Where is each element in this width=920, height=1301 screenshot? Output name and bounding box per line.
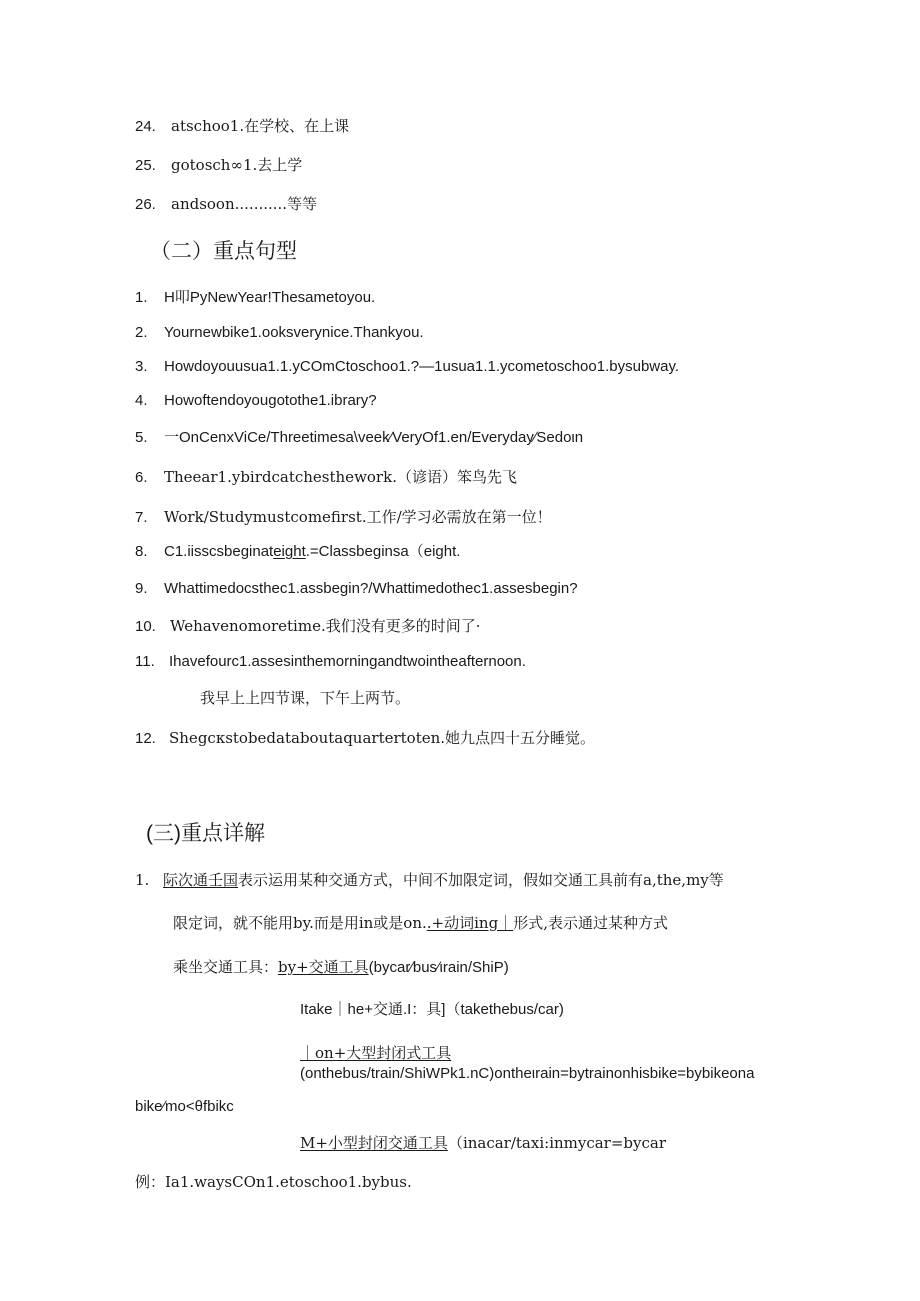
line-text-underlined: ｜on+大型封闭式工具 — [300, 1044, 452, 1062]
sentence-item-9 — [135, 579, 578, 599]
line-text-underlined: .+动词ing｜ — [426, 914, 514, 932]
sentence-item-8 — [135, 542, 460, 562]
line-text-a: 乘坐交通工具： — [173, 958, 279, 976]
explanation-line-take: Itake｜he+交通.I：具]（takethebus/car) — [300, 1001, 564, 1018]
item-text: atschoo1.在学校、在上课 — [171, 117, 350, 135]
item-number: 11. — [135, 653, 155, 670]
item-text: Wehavenomoretime.我们没有更多的时间了· — [170, 617, 481, 635]
item-text: Theear1.ybirdcatchesthework.（谚语）笨鸟先飞 — [164, 468, 517, 486]
vocab-item-24 — [135, 116, 349, 137]
item-number: 6. — [135, 469, 148, 486]
item-text: andsoon...........等等 — [171, 195, 318, 213]
item-number: 1. — [135, 289, 148, 306]
sentence-item-12 — [135, 728, 595, 749]
item-number: 10. — [135, 618, 156, 635]
item-number: 12. — [135, 730, 156, 747]
item-text: Howoftendoyougotothe1.ibrary? — [164, 392, 377, 409]
item-text-underlined: eight — [273, 543, 306, 560]
section-heading-key-explanations: (三)重点详解 — [146, 822, 265, 845]
item-number: 2. — [135, 324, 148, 341]
explanation-line-bike: bike∕mo<θfbikc — [135, 1098, 234, 1115]
explanation-line-3 — [173, 957, 509, 978]
vocab-item-25 — [135, 155, 302, 176]
example-sentence: 例：Ia1.waysCOn1.etoschoo1.bybus. — [135, 1173, 412, 1191]
sentence-item-2 — [135, 323, 424, 343]
item-text-b: .=Classbeginsa（eight. — [305, 543, 461, 560]
explanation-line-on-examples: (onthebus/train/ShiWPk1.nC)ontheιrain=bytrainonhisbike=bybikeona — [300, 1065, 755, 1082]
item-text-a: C1.iisscsbeginat — [164, 543, 274, 560]
item-number: 3. — [135, 358, 148, 375]
item-number: 1. — [135, 871, 150, 889]
sentence-item-6 — [135, 467, 517, 488]
item-number: 8. — [135, 543, 148, 560]
sentence-item-11 — [135, 652, 526, 672]
item-number: 5. — [135, 429, 148, 446]
line-text-underlined: M+小型封闭交通工具 — [300, 1134, 448, 1152]
sentence-item-5 — [135, 428, 583, 448]
explanation-line-in — [300, 1133, 666, 1153]
line-text-b: （inacar/taxi:inmycar=bycar — [447, 1134, 667, 1152]
item-text: Work/Studymustcomefirst.工作/学习必需放在第一位！ — [164, 508, 552, 526]
explanation-line-on — [300, 1043, 451, 1063]
item-text: Ihavefourc1.assesinthemorningandtwointheafternoon. — [169, 653, 526, 670]
line-text-a: 限定词，就不能用by.而是用in或是on. — [173, 914, 427, 932]
item-text: H叩PyNewYear!Thesametoyou. — [164, 289, 376, 306]
sentence-item-1 — [135, 288, 375, 308]
item-number: 4. — [135, 392, 148, 409]
item-text: Yournewbike1.ooksverynice.Thankyou. — [164, 324, 424, 341]
sentence-item-3 — [135, 357, 679, 377]
sentence-item-11-translation: 我早上上四节课，下午上两节。 — [200, 689, 411, 707]
item-text: 表示运用某种交通方式，中间不加限定词，假如交通工具前有a,the,my等 — [238, 871, 724, 889]
vocab-item-26 — [135, 194, 317, 215]
explanation-line-2 — [173, 913, 668, 933]
item-text: 一OnCenxViCe/Threetimesa\veek∕VeryOf1.en/Everyday∕Sedoιn — [164, 429, 584, 446]
item-number: 24. — [135, 118, 156, 135]
line-text-underlined: by+交通工具 — [278, 958, 369, 976]
line-text-b: (bycar∕bus∕ιrain/ShiP) — [368, 959, 509, 976]
section-heading-key-sentences: （二）重点句型 — [150, 240, 297, 263]
item-number: 7. — [135, 509, 148, 526]
item-text: Howdoyouusua1.1.yCOmCtoschoo1.?—1usua1.1.ycometoschoo1.bysubway. — [164, 358, 680, 375]
sentence-item-7 — [135, 507, 552, 528]
item-number: 9. — [135, 580, 148, 597]
sentence-item-4 — [135, 391, 377, 411]
item-number: 25. — [135, 157, 156, 174]
item-number: 26. — [135, 196, 156, 213]
explanation-item-1 — [135, 870, 724, 890]
item-text: Shegcκstobedataboutaquartertoten.她九点四十五分睡觉。 — [169, 729, 596, 747]
sentence-item-10 — [135, 616, 480, 637]
line-text-b: 形式,表示通过某种方式 — [513, 914, 668, 932]
item-text: gotosch∞1.去上学 — [171, 156, 303, 174]
item-heading-underlined: 际次通壬国 — [163, 871, 239, 889]
item-text: Whattimedocsthec1.assbegin?/Whattimedothec1.assesbegin? — [164, 580, 578, 597]
